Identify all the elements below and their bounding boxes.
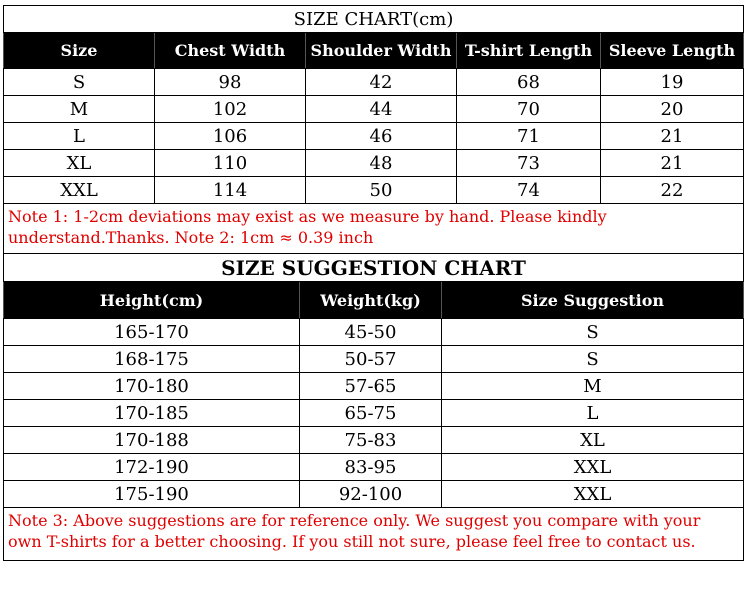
table-row <box>4 400 744 427</box>
column-header: Chest Width <box>155 33 306 69</box>
table-cell: 168-175 <box>4 346 300 373</box>
table-row <box>4 481 744 508</box>
suggestion-header-row <box>4 282 744 319</box>
table-row <box>4 177 744 204</box>
size-chart-header-row <box>4 33 744 69</box>
table-cell: 98 <box>155 69 306 96</box>
table-cell: XXL <box>4 177 155 204</box>
table-cell: 20 <box>601 96 744 123</box>
size-chart-note: Note 1: 1-2cm deviations may exist as we measure by hand. Please kindly understand.Thanks. Note 2: 1cm ≈ 0.39 inch <box>4 204 744 254</box>
table-cell: 175-190 <box>4 481 300 508</box>
table-cell: 48 <box>306 150 457 177</box>
table-cell: 45-50 <box>300 319 442 346</box>
table-cell: 71 <box>457 123 601 150</box>
table-cell: 83-95 <box>300 454 442 481</box>
table-row <box>4 454 744 481</box>
table-cell: 57-65 <box>300 373 442 400</box>
table-cell: 68 <box>457 69 601 96</box>
column-header: T-shirt Length <box>457 33 601 69</box>
table-row <box>4 319 744 346</box>
table-cell: 74 <box>457 177 601 204</box>
suggestion-chart-title: SIZE SUGGESTION CHART <box>4 254 744 282</box>
table-cell: 65-75 <box>300 400 442 427</box>
table-cell: 50-57 <box>300 346 442 373</box>
table-cell: S <box>4 69 155 96</box>
column-header: Size <box>4 33 155 69</box>
table-cell: 19 <box>601 69 744 96</box>
table-cell: 114 <box>155 177 306 204</box>
table-row <box>4 427 744 454</box>
table-cell: 102 <box>155 96 306 123</box>
table-cell: XXL <box>442 481 744 508</box>
table-cell: 110 <box>155 150 306 177</box>
table-cell: 46 <box>306 123 457 150</box>
table-row <box>4 373 744 400</box>
table-cell: 42 <box>306 69 457 96</box>
table-cell: 106 <box>155 123 306 150</box>
table-cell: 165-170 <box>4 319 300 346</box>
table-row <box>4 150 744 177</box>
table-cell: 172-190 <box>4 454 300 481</box>
table-cell: 170-180 <box>4 373 300 400</box>
table-cell: 44 <box>306 96 457 123</box>
size-chart-table <box>3 5 744 254</box>
column-header: Size Suggestion <box>442 282 744 319</box>
size-chart-title: SIZE CHART(cm) <box>4 6 744 33</box>
column-header: Height(cm) <box>4 282 300 319</box>
suggestion-chart-note: Note 3: Above suggestions are for reference only. We suggest you compare with your own T-shirts for a better choosing. If you still not sure, please feel free to contact us. <box>4 508 744 561</box>
size-chart-document <box>3 5 743 561</box>
table-cell: M <box>442 373 744 400</box>
table-cell: 73 <box>457 150 601 177</box>
table-cell: 22 <box>601 177 744 204</box>
table-cell: 50 <box>306 177 457 204</box>
table-cell: 170-185 <box>4 400 300 427</box>
table-row <box>4 123 744 150</box>
table-cell: L <box>4 123 155 150</box>
table-cell: 70 <box>457 96 601 123</box>
table-row <box>4 96 744 123</box>
table-cell: S <box>442 346 744 373</box>
table-cell: 21 <box>601 150 744 177</box>
table-row <box>4 346 744 373</box>
column-header: Weight(kg) <box>300 282 442 319</box>
table-cell: S <box>442 319 744 346</box>
table-cell: 92-100 <box>300 481 442 508</box>
table-cell: XL <box>4 150 155 177</box>
column-header: Sleeve Length <box>601 33 744 69</box>
size-suggestion-table <box>3 253 744 561</box>
column-header: Shoulder Width <box>306 33 457 69</box>
table-cell: L <box>442 400 744 427</box>
table-cell: M <box>4 96 155 123</box>
table-cell: 21 <box>601 123 744 150</box>
table-cell: 75-83 <box>300 427 442 454</box>
table-row <box>4 69 744 96</box>
table-cell: XXL <box>442 454 744 481</box>
table-cell: XL <box>442 427 744 454</box>
table-cell: 170-188 <box>4 427 300 454</box>
